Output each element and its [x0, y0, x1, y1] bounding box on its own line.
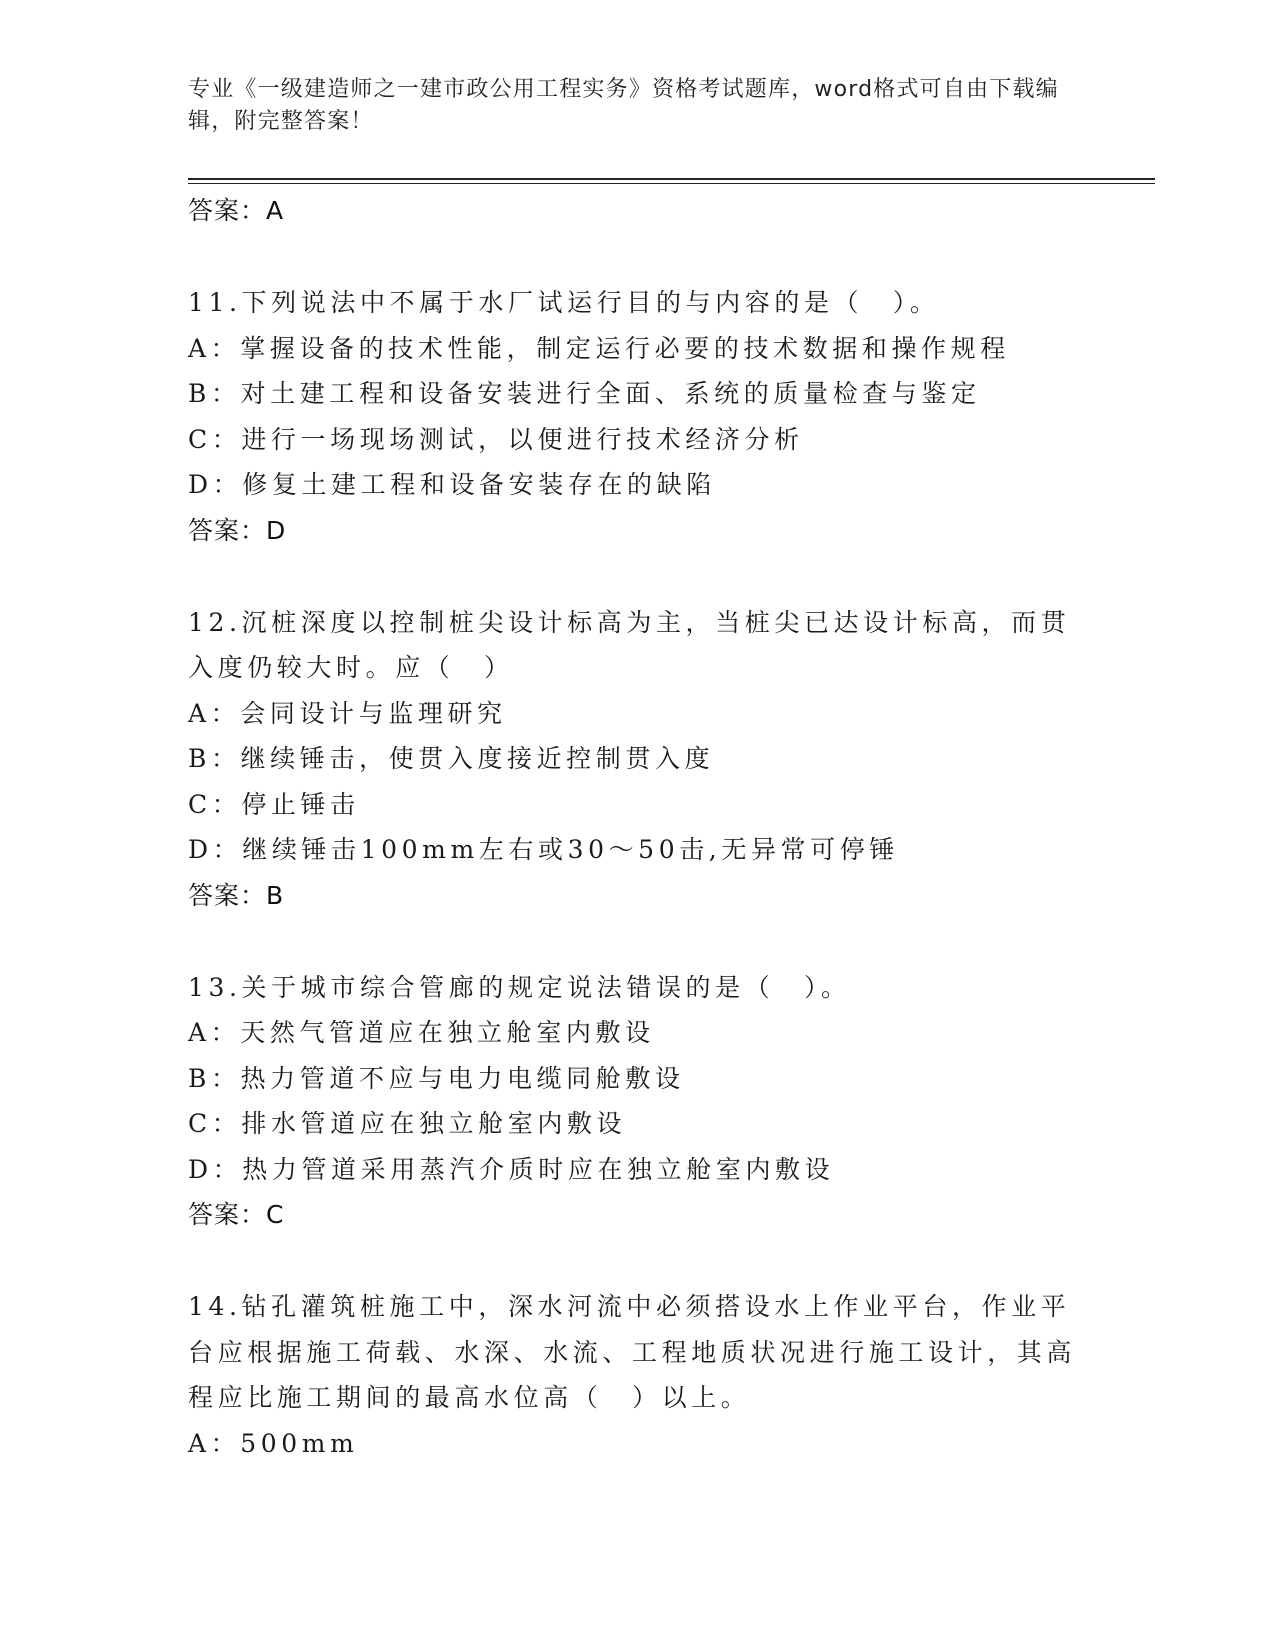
answer-line: 答案：B: [188, 880, 285, 910]
question-stem: 12.沉桩深度以控制桩尖设计标高为主，当桩尖已达设计标高，而贯入度仍较大时。应（ ）: [188, 607, 1071, 682]
header-divider: [188, 178, 1155, 180]
question-11: [188, 280, 1088, 554]
option-d: D：修复土建工程和设备安装存在的缺陷: [188, 470, 716, 499]
answer-line: 答案：D: [188, 515, 287, 545]
option-d: D：热力管道采用蒸汽介质时应在独立舱室内敷设: [188, 1154, 835, 1184]
option-c: C：进行一场现场测试，以便进行技术经济分析: [188, 424, 804, 454]
option-b: B：热力管道不应与电力电缆同舱敷设: [188, 1063, 685, 1093]
question-stem: 11.下列说法中不属于水厂试运行目的与内容的是（ ）。: [188, 288, 940, 317]
option-c: C：排水管道应在独立舱室内敷设: [188, 1109, 627, 1138]
option-a: A：500mm: [188, 1428, 359, 1458]
question-list: [188, 188, 1088, 1466]
question-stem: 14.钻孔灌筑桩施工中，深水河流中必须搭设水上作业平台，作业平台应根据施工荷载、水深、水流、工程地质状况进行施工设计，其高程应比施工期间的最高水位高（ ）以上。: [188, 1292, 1077, 1412]
document-header: 专业《一级建造师之一建市政公用工程实务》资格考试题库，word格式可自由下载编辑，附完整答案！: [188, 77, 1059, 134]
answer-line: 答案：C: [188, 1200, 285, 1229]
option-b: B：对土建工程和设备安装进行全面、系统的质量检查与鉴定: [188, 379, 981, 408]
header-divider-thin: [188, 183, 1155, 184]
answer-line: 答案：A: [188, 196, 285, 225]
question-13: [188, 965, 1088, 1239]
option-a: A：天然气管道应在独立舱室内敷设: [188, 1018, 655, 1047]
option-b: B：继续锤击，使贯入度接近控制贯入度: [188, 744, 715, 773]
question-14: [188, 1284, 1088, 1466]
option-d: D：继续锤击100mm左右或30～50击,无异常可停锤: [188, 835, 899, 864]
option-c: C：停止锤击: [188, 789, 360, 819]
option-a: A：掌握设备的技术性能，制定运行必要的技术数据和操作规程: [188, 333, 1010, 363]
question-stem: 13.关于城市综合管廊的规定说法错误的是（ ）。: [188, 972, 851, 1002]
question-12: [188, 600, 1088, 919]
option-a: A：会同设计与监理研究: [188, 698, 507, 728]
